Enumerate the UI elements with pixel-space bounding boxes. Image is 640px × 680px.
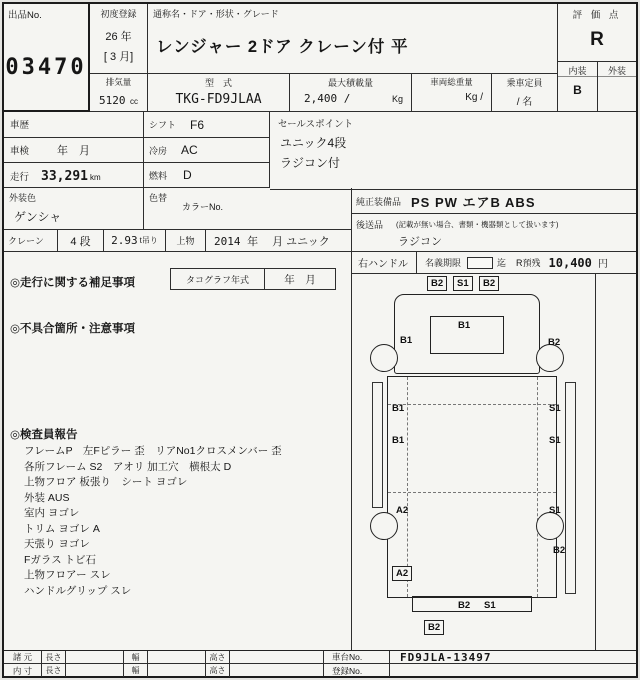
later-items-box xyxy=(352,214,636,252)
registration-no-label: 登録No. xyxy=(324,664,390,677)
inspector-report-line: トリム ヨゴレ A xyxy=(24,522,100,535)
width-label: 幅 xyxy=(124,651,148,663)
gross-weight-value: Kg / xyxy=(465,92,483,103)
model-code-value: TKG-FD9JLAA xyxy=(175,92,262,107)
aircon-label: 冷房 xyxy=(149,145,168,156)
gross-weight-box xyxy=(412,74,492,112)
crane-capacity: 2.93 xyxy=(111,234,138,247)
damage-code-label: A2 xyxy=(396,505,409,516)
repaint-box xyxy=(144,188,352,230)
damage-code-label: B2 xyxy=(458,600,471,611)
deadline-box xyxy=(467,257,493,269)
deadline-suffix: 迄 xyxy=(497,258,507,268)
damage-code-label: B1 xyxy=(400,335,413,346)
gross-weight-label: 車両総重量 xyxy=(430,77,473,87)
inspection-value: 年 月 xyxy=(57,145,91,157)
crane-row xyxy=(4,230,352,252)
damage-code-label: S1 xyxy=(549,403,561,414)
chassis-no-label: 車台No. xyxy=(324,651,390,663)
later-items-value: ラジコン xyxy=(398,236,442,248)
aircon-box xyxy=(144,138,270,163)
inner-width-value xyxy=(148,664,206,677)
height-label: 高さ xyxy=(206,664,230,677)
damage-code-label: S1 xyxy=(549,505,561,516)
equipment-label: 純正装備品 xyxy=(356,197,402,207)
length-label: 長さ xyxy=(42,664,66,677)
inner-height-value xyxy=(230,664,323,677)
inspection-label: 車検 xyxy=(10,146,30,157)
chassis-row xyxy=(324,651,636,664)
mileage-box xyxy=(4,163,144,188)
defects-title: ◎不具合箇所・注意事項 xyxy=(10,323,136,335)
inspector-report-lines xyxy=(24,444,282,599)
crane-capacity-unit: t吊り xyxy=(139,236,158,245)
vehicle-auction-sheet xyxy=(2,2,638,678)
inspector-report-line: フレームP 左Fピラー 歪 リアNo1クロスメンバー 歪 xyxy=(24,445,282,457)
later-items-note: (記載が無い場合、書類・機器類として扱います) xyxy=(396,220,559,229)
chassis-table xyxy=(324,650,636,676)
lot-number-label: 出品No. xyxy=(8,10,42,21)
damage-code-layer xyxy=(352,274,595,650)
spec-width-value xyxy=(148,651,206,663)
registration-row xyxy=(324,664,636,677)
inspector-report-line: ハンドルグリップ スレ xyxy=(24,584,132,597)
displacement-label: 排気量 xyxy=(105,77,132,87)
body-year: 2014 年 xyxy=(214,234,259,248)
spec-length-value xyxy=(66,651,124,663)
repaint-label: 色替 xyxy=(149,193,168,203)
displacement-box xyxy=(90,74,148,112)
vehicle-diagram-panel xyxy=(352,274,596,650)
damage-code-label: B1 xyxy=(458,320,471,331)
max-load-value: 2,400 / xyxy=(304,92,351,105)
damage-code-label: B2 xyxy=(479,276,499,291)
inspector-report-line: 室内 ヨゴレ xyxy=(24,507,80,519)
inner-dimensions-row xyxy=(4,664,323,677)
steering-value: 右ハンドル xyxy=(358,259,408,270)
damage-code-label: B2 xyxy=(548,337,561,348)
exterior-score-column xyxy=(597,62,636,111)
spec-height-value xyxy=(230,651,323,663)
inspector-report-line: 上物フロアー スレ xyxy=(24,569,111,581)
max-load-box xyxy=(290,74,412,112)
inspection-box xyxy=(4,138,144,163)
shift-label: シフト xyxy=(149,120,177,130)
damage-code-label: B2 xyxy=(424,620,444,635)
damage-code-label: S1 xyxy=(484,600,496,611)
first-registration-box xyxy=(90,4,148,74)
mileage-label: 走行 xyxy=(10,172,30,183)
chassis-no-value: FD9JLA-13497 xyxy=(400,650,492,664)
damage-code-label: S1 xyxy=(453,276,473,291)
lot-number-value: 03470 xyxy=(5,55,87,80)
height-label: 高さ xyxy=(206,651,230,663)
first-registration-month: [ 3 月] xyxy=(103,51,134,63)
interior-exterior-box xyxy=(558,62,636,112)
fuel-box xyxy=(144,163,270,188)
fuel-value: D xyxy=(183,168,192,182)
sales-point-label: セールスポイント xyxy=(278,119,354,130)
inspector-report-line: 上物フロア 板張り シート ヨゴレ xyxy=(24,476,188,488)
ownership-row xyxy=(352,252,636,274)
body-color-label: 外装色 xyxy=(9,193,37,203)
notes-panel xyxy=(4,252,352,650)
inspector-report-line: Fガラス トビ石 xyxy=(24,553,97,566)
model-name-box xyxy=(148,4,558,74)
mileage-value: 33,291 xyxy=(41,169,88,184)
max-load-unit: Kg xyxy=(391,94,403,104)
aircon-value: AC xyxy=(181,143,198,157)
inspector-report-title: ◎検査員報告 xyxy=(10,429,78,441)
inspector-report-line: 外装 AUS xyxy=(24,491,70,504)
sales-point-box xyxy=(270,112,636,190)
damage-code-label: B2 xyxy=(427,276,447,291)
damage-code-label: A2 xyxy=(392,566,412,581)
spec-row-label: 諸 元 xyxy=(4,651,42,663)
displacement-value: 5120 xyxy=(99,94,126,107)
dimensions-table xyxy=(4,650,324,676)
inner-length-value xyxy=(66,664,124,677)
mileage-note-title: ◎走行に関する補足事項 xyxy=(10,277,136,289)
inspector-report-line: 天張り ヨゴレ xyxy=(24,538,90,550)
model-name-value: レンジャー 2ドア クレーン付 平 xyxy=(156,38,409,56)
score-value: R xyxy=(590,29,604,50)
score-label: 評 価 点 xyxy=(572,10,622,21)
damage-code-label: B1 xyxy=(392,435,405,446)
shift-box xyxy=(144,112,270,138)
tachograph-label: タコグラフ年式 xyxy=(171,269,265,289)
interior-score-column xyxy=(558,62,597,111)
max-load-label: 最大積載量 xyxy=(327,78,373,88)
exterior-label: 外装 xyxy=(598,62,636,77)
equipment-box xyxy=(352,190,636,214)
length-label: 長さ xyxy=(42,651,66,663)
tachograph-box xyxy=(170,268,336,290)
capacity-value: / 名 xyxy=(516,97,533,108)
body-label: 上物 xyxy=(166,230,206,251)
spec-dimensions-row xyxy=(4,651,323,664)
crane-stages: 4 段 xyxy=(58,230,104,251)
width-label: 幅 xyxy=(124,664,148,677)
interior-label: 内装 xyxy=(558,62,597,77)
shift-value: F6 xyxy=(190,117,205,132)
score-box xyxy=(558,4,636,62)
damage-code-label: B2 xyxy=(553,545,566,556)
crane-label: クレーン xyxy=(4,230,58,251)
inspector-report-line: 各所フレーム S2 アオリ 加工穴 横根太 D xyxy=(24,460,232,473)
body-color-box xyxy=(4,188,144,230)
mileage-unit: km xyxy=(89,173,101,182)
sales-point-item: ユニック4段 xyxy=(280,136,347,150)
damage-code-label: B1 xyxy=(392,403,405,414)
interior-score-value: B xyxy=(573,83,582,97)
capacity-box xyxy=(492,74,558,112)
model-name-label: 通称名・ドア・形状・グレード xyxy=(153,9,279,19)
equipment-value: PS PW エアB ABS xyxy=(411,195,536,210)
recycle-deposit-unit: 円 xyxy=(597,259,608,270)
history-label: 車歴 xyxy=(10,120,30,131)
capacity-label: 乗車定員 xyxy=(506,78,543,88)
history-box xyxy=(4,112,144,138)
inner-row-label: 内 寸 xyxy=(4,664,42,677)
tachograph-value: 年 月 xyxy=(284,273,316,286)
model-code-box xyxy=(148,74,290,112)
model-code-label: 型 式 xyxy=(204,78,232,88)
lot-number-box xyxy=(4,4,90,112)
body-detail: 月 ユニック xyxy=(272,235,330,248)
first-registration-year: 26 年 xyxy=(105,31,132,43)
color-no-label: カラーNo. xyxy=(182,202,224,212)
divider xyxy=(416,252,417,273)
recycle-deposit-amount: 10,400 xyxy=(548,255,592,270)
later-items-label: 後送品 xyxy=(356,220,384,230)
recycle-deposit-label: R預残 xyxy=(516,258,541,268)
damage-code-label: S1 xyxy=(549,435,561,446)
deadline-label: 名義期限 xyxy=(425,258,462,268)
first-registration-label: 初度登録 xyxy=(100,9,137,19)
sales-point-item: ラジコン付 xyxy=(280,156,341,170)
fuel-label: 燃料 xyxy=(149,170,168,181)
displacement-unit: cc xyxy=(129,97,138,106)
body-color-value: ゲンシャ xyxy=(14,210,62,224)
